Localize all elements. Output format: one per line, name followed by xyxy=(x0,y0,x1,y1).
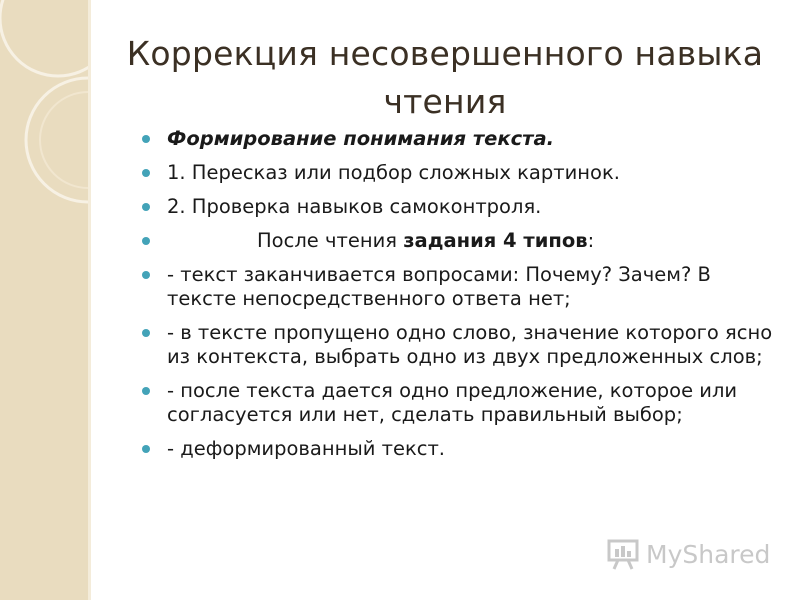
watermark-text: MyShared xyxy=(646,539,771,569)
decorative-circles xyxy=(0,0,88,600)
bullet-icon xyxy=(142,203,150,211)
list-item xyxy=(142,127,782,151)
bullet-text-composite xyxy=(167,229,594,253)
bullet-icon xyxy=(142,329,150,337)
myshared-watermark xyxy=(606,536,770,572)
bullet-icon xyxy=(142,135,150,143)
decorative-side-band xyxy=(0,0,88,600)
bullet-icon xyxy=(142,169,150,177)
bullet-text: 2. Проверка навыков самоконтроля. xyxy=(167,195,542,218)
bullet-text-post: : xyxy=(587,229,595,252)
bullet-icon xyxy=(142,271,150,279)
bullet-icon xyxy=(142,445,150,453)
list-item xyxy=(142,437,782,461)
bullet-text: - текст заканчивается вопросами: Почему? Зачем? В тексте непосредственного ответа нет; xyxy=(167,263,711,310)
bullet-text: 1. Пересказ или подбор сложных картинок. xyxy=(167,161,620,184)
list-item xyxy=(142,379,782,427)
bullet-text-pre: После чтения xyxy=(257,229,404,252)
bullet-text: - в тексте пропущено одно слово, значение которого ясно из контекста, выбрать одно из двух предложенных слов; xyxy=(167,321,773,368)
bullet-text-bold: задания 4 типов xyxy=(403,229,588,252)
bullet-text: - после текста дается одно предложение, которое или согласуется или нет, сделать правильный выбор; xyxy=(167,379,738,426)
slide-title: Коррекция несовершенного навыка чтения xyxy=(126,34,764,121)
list-item xyxy=(142,321,782,369)
list-item xyxy=(142,161,782,185)
presentation-board-icon xyxy=(606,537,640,571)
bullet-text: Формирование понимания текста. xyxy=(167,127,555,150)
bullet-icon xyxy=(142,237,150,245)
list-item xyxy=(142,195,782,219)
list-item xyxy=(142,229,782,253)
list-item xyxy=(142,263,782,311)
bullet-list xyxy=(142,127,782,471)
bullet-icon xyxy=(142,387,150,395)
bullet-text: - деформированный текст. xyxy=(167,437,446,460)
band-divider xyxy=(88,0,91,600)
